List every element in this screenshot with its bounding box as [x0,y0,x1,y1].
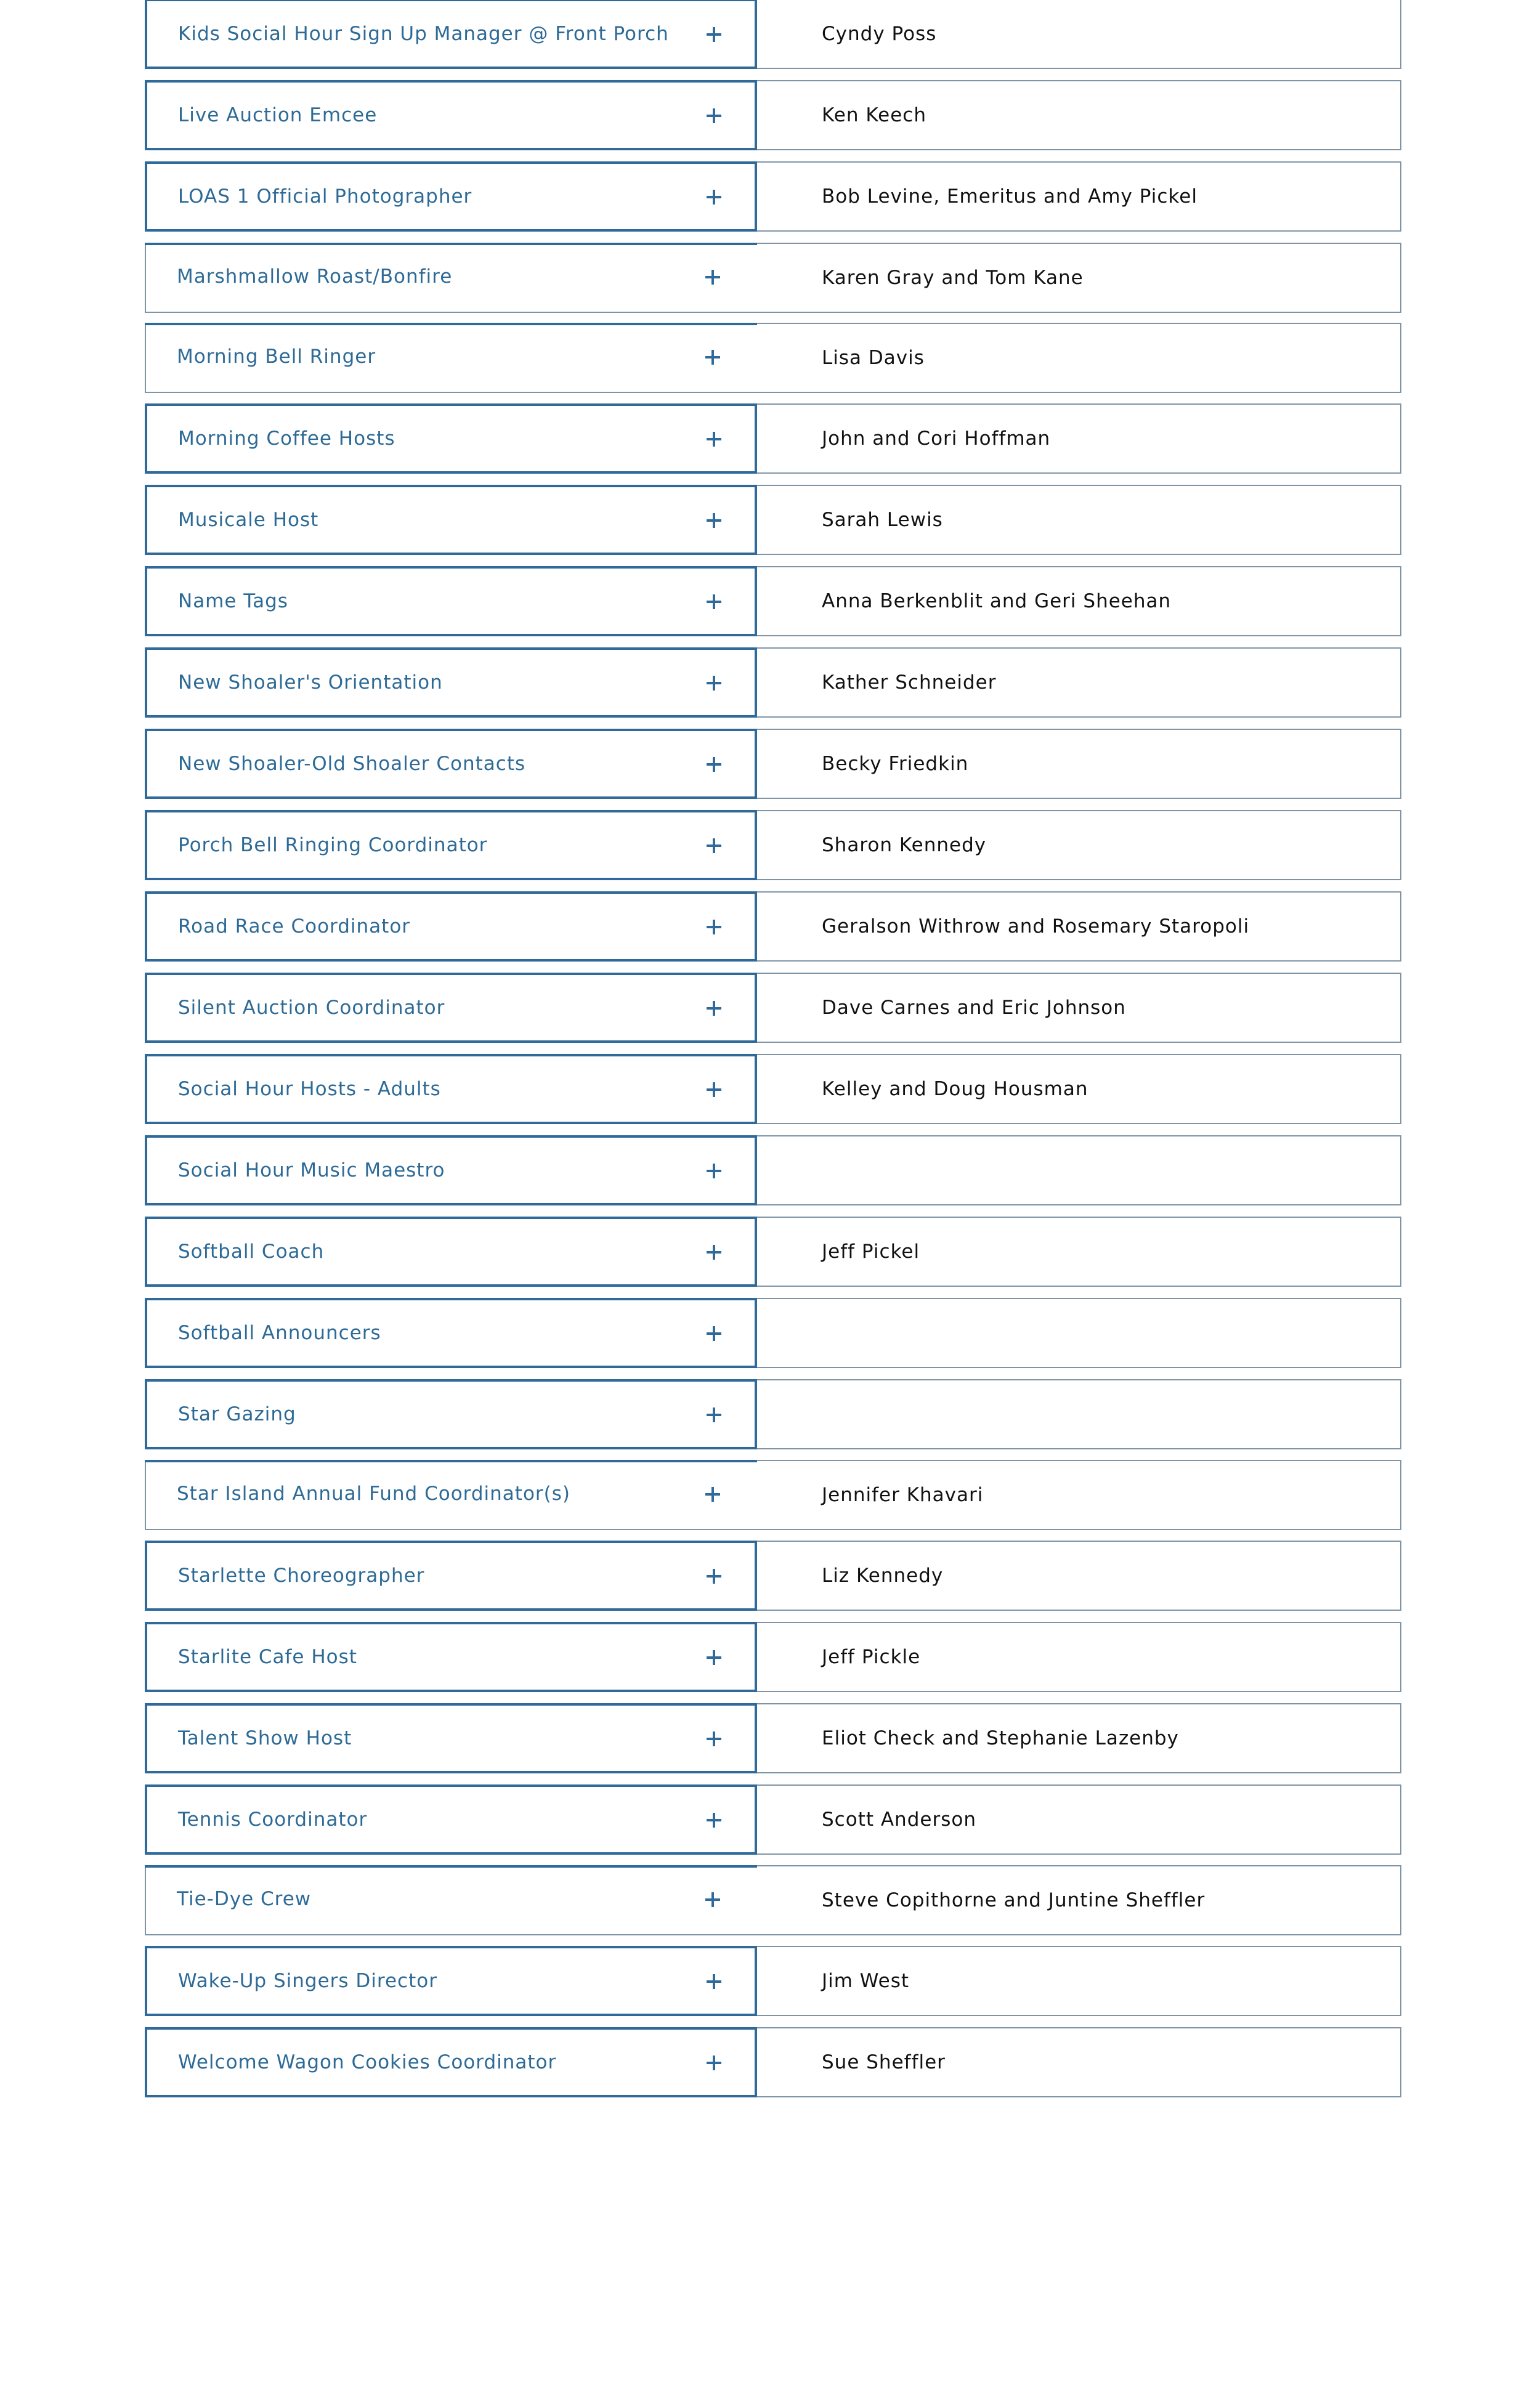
volunteers-text: Sarah Lewis [822,509,943,531]
plus-icon [707,1650,721,1665]
volunteers-text: Becky Friedkin [822,753,969,775]
role-label: Softball Announcers [178,1322,381,1344]
role-row [145,566,1401,636]
plus-icon [707,676,721,691]
plus-icon [707,1245,721,1260]
role-toggle-button[interactable] [145,323,757,393]
role-row [145,1622,1401,1692]
volunteers-text: Jeff Pickel [822,1241,920,1263]
role-row [145,1379,1401,1449]
role-toggle-button[interactable] [145,243,757,313]
plus-icon [707,1569,721,1584]
role-toggle-button[interactable] [145,973,757,1043]
volunteers-text: Jim West [822,1970,910,1992]
role-toggle-button[interactable] [145,1054,757,1124]
role-label: Starlite Cafe Host [178,1646,357,1668]
plus-icon [707,838,721,853]
role-toggle-button[interactable] [145,647,757,718]
volunteers-text: Bob Levine, Emeritus and Amy Pickel [822,185,1198,208]
volunteers-text: Scott Anderson [822,1809,976,1831]
plus-icon [705,1892,720,1907]
volunteers-text: Liz Kennedy [822,1565,944,1587]
role-row [145,810,1401,880]
role-label: LOAS 1 Official Photographer [178,185,472,208]
role-label: Morning Bell Ringer [177,346,376,368]
volunteers-text: Karen Gray and Tom Kane [822,267,1084,289]
role-row [145,973,1401,1043]
role-row [145,647,1401,718]
role-row [145,243,1401,313]
volunteers-text: Kather Schneider [822,671,997,694]
role-row [145,1460,1401,1530]
role-toggle-button[interactable] [145,1135,757,1205]
plus-icon [707,920,721,934]
role-label: Silent Auction Coordinator [178,997,445,1019]
role-row [145,891,1401,962]
plus-icon [707,1001,721,1016]
plus-icon [707,1164,721,1178]
plus-icon [707,1974,721,1989]
role-label: Star Gazing [178,1403,296,1425]
role-toggle-button[interactable] [145,1460,757,1530]
role-toggle-button[interactable] [145,1703,757,1773]
role-row [145,1865,1401,1935]
volunteers-text: Kelley and Doug Housman [822,1078,1088,1100]
role-row [145,1217,1401,1287]
plus-icon [707,190,721,205]
volunteers-text: John and Cori Hoffman [822,427,1051,450]
plus-icon [705,270,720,285]
plus-icon [707,1813,721,1828]
plus-icon [707,513,721,528]
plus-icon [707,1732,721,1746]
role-toggle-button[interactable] [145,1622,757,1692]
plus-icon [707,1082,721,1097]
plus-icon [707,432,721,447]
volunteers-text: Lisa Davis [822,347,925,369]
plus-icon [707,594,721,609]
role-label: Starlette Choreographer [178,1565,425,1587]
role-label: Welcome Wagon Cookies Coordinator [178,2051,557,2073]
role-row [145,323,1401,393]
volunteers-text: Dave Carnes and Eric Johnson [822,997,1126,1019]
volunteers-text: Jeff Pickle [822,1646,921,1668]
role-toggle-button[interactable] [145,729,757,799]
plus-icon [705,350,720,365]
role-toggle-button[interactable] [145,485,757,555]
role-label: Porch Bell Ringing Coordinator [178,834,488,856]
role-label: New Shoaler's Orientation [178,671,443,694]
role-label: Marshmallow Roast/Bonfire [177,265,453,288]
role-row [145,729,1401,799]
plus-icon [707,1326,721,1341]
volunteers-text: Sharon Kennedy [822,834,987,856]
role-toggle-button[interactable] [145,161,757,232]
role-label: New Shoaler-Old Shoaler Contacts [178,753,526,775]
role-label: Talent Show Host [178,1727,352,1749]
role-toggle-button[interactable] [145,1217,757,1287]
volunteers-text: Anna Berkenblit and Geri Sheehan [822,590,1172,612]
role-label: Kids Social Hour Sign Up Manager @ Front Porch [178,23,669,45]
role-toggle-button[interactable] [145,891,757,962]
role-toggle-button[interactable] [145,1298,757,1368]
role-label: Wake-Up Singers Director [178,1970,437,1992]
role-row [145,1703,1401,1773]
role-row [145,1784,1401,1855]
role-toggle-button[interactable] [145,1865,757,1935]
role-label: Softball Coach [178,1241,325,1263]
role-toggle-button[interactable] [145,566,757,636]
volunteers-text: Jennifer Khavari [822,1484,984,1506]
role-row [145,1135,1401,1205]
role-label: Star Island Annual Fund Coordinator(s) [177,1483,571,1505]
volunteers-text: Steve Copithorne and Juntine Sheffler [822,1889,1206,1911]
role-row [145,1946,1401,2016]
role-toggle-button[interactable] [145,1541,757,1611]
role-toggle-button[interactable] [145,0,757,69]
role-label: Name Tags [178,590,288,612]
role-row [145,0,1401,69]
role-toggle-button[interactable] [145,2027,757,2097]
plus-icon [707,108,721,123]
role-toggle-button[interactable] [145,1946,757,2016]
role-toggle-button[interactable] [145,810,757,880]
role-toggle-button[interactable] [145,80,757,150]
plus-icon [707,1408,721,1422]
role-label: Road Race Coordinator [178,915,411,938]
role-row [145,1541,1401,1611]
role-row [145,485,1401,555]
plus-icon [707,27,721,42]
role-row [145,161,1401,232]
role-row [145,1298,1401,1368]
volunteers-text: Ken Keech [822,104,926,126]
plus-icon [705,1487,720,1502]
volunteers-text: Eliot Check and Stephanie Lazenby [822,1727,1179,1749]
volunteers-text: Cyndy Poss [822,23,937,45]
role-label: Live Auction Emcee [178,104,378,126]
plus-icon [707,757,721,772]
role-label: Tie-Dye Crew [177,1888,312,1910]
role-toggle-button[interactable] [145,1784,757,1855]
role-toggle-button[interactable] [145,403,757,474]
volunteers-text: Sue Sheffler [822,2051,946,2073]
role-row [145,403,1401,474]
role-label: Social Hour Music Maestro [178,1159,445,1181]
role-label: Morning Coffee Hosts [178,427,395,450]
role-toggle-button[interactable] [145,1379,757,1449]
role-row [145,2027,1401,2097]
role-label: Social Hour Hosts - Adults [178,1078,441,1100]
plus-icon [707,2056,721,2070]
role-label: Musicale Host [178,509,319,531]
role-label: Tennis Coordinator [178,1809,368,1831]
role-row [145,80,1401,150]
role-row [145,1054,1401,1124]
volunteers-text: Geralson Withrow and Rosemary Staropoli [822,915,1250,938]
